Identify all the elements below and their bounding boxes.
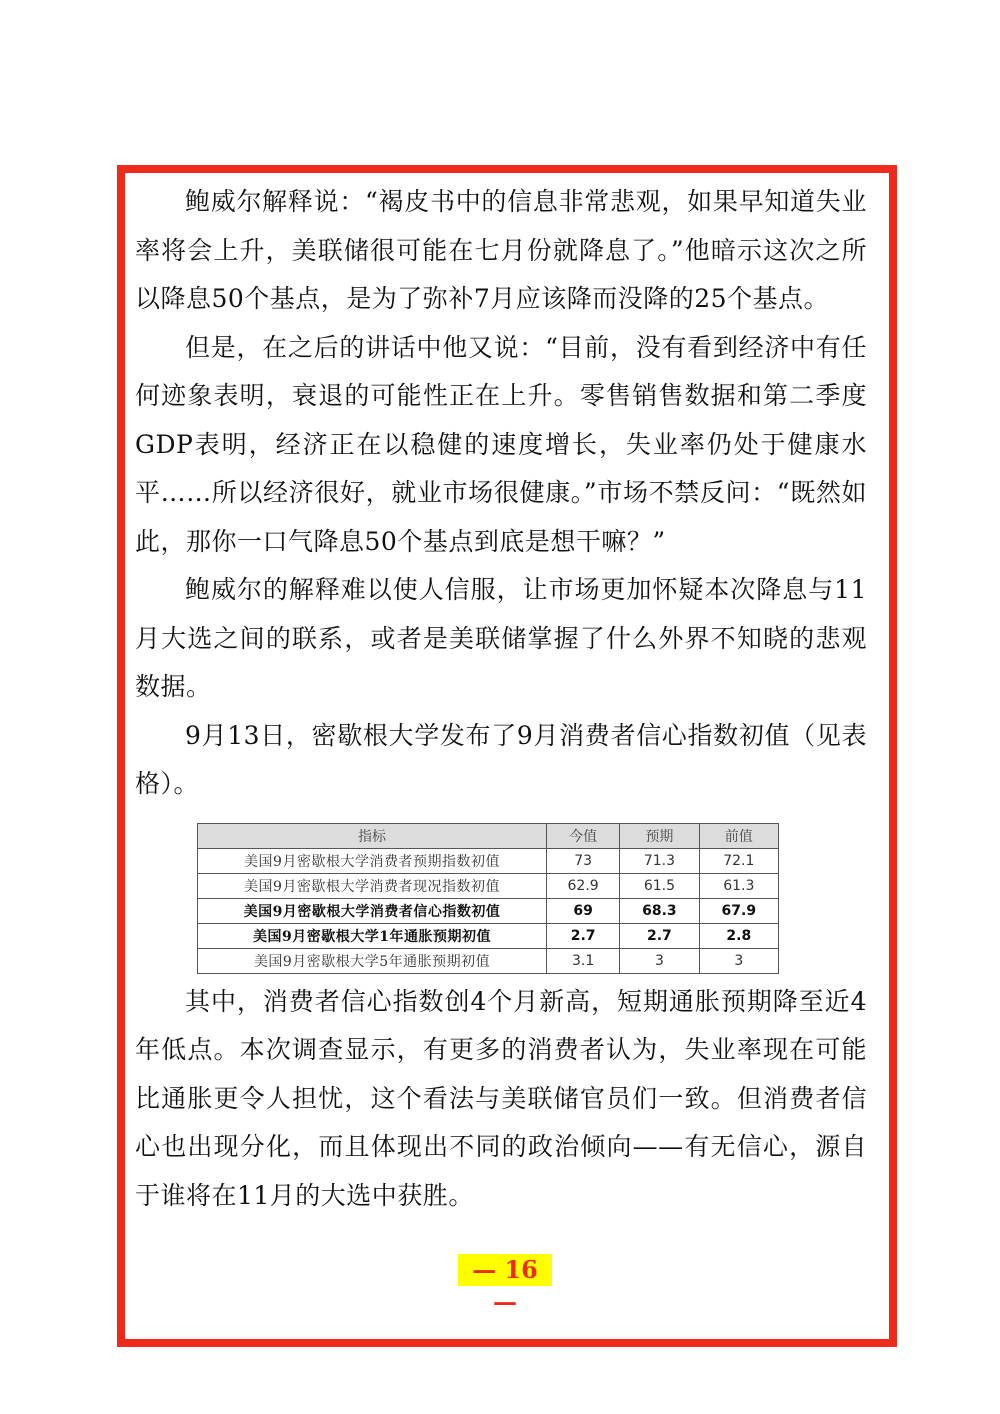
paragraph-closing: 其中，消费者信心指数创4个月新高，短期通胀预期降至近4年低点。本次调查显示，有更多的消费者认为，失业率现在可能比通胀更令人担忧，这个看法与美联储官员们一致。但消费者信心也出现分化，而且体现出不同的政治倾向——有无信心，源自于谁将在11月的大选中获胜。 [135,986,867,1210]
table-row [198,948,779,973]
cell-current: 2.7 [547,923,620,948]
cell-indicator-name: 美国9月密歇根大学1年通胀预期初值 [198,923,547,948]
consumer-confidence-table [197,823,779,974]
table-row [198,898,779,923]
header-expected: 预期 [620,823,699,848]
cell-expected: 71.3 [620,848,699,873]
cell-current: 69 [547,898,620,923]
document-body [135,178,867,1220]
table-header-row [198,823,779,848]
cell-expected: 61.5 [620,873,699,898]
table-row [198,923,779,948]
header-current: 今值 [547,823,620,848]
cell-previous: 67.9 [699,898,778,923]
cell-previous: 3 [699,948,778,973]
paragraph-later-speech: 但是，在之后的讲话中他又说：“目前，没有看到经济中有任何迹象表明，衰退的可能性正在上升。零售销售数据和第二季度GDP表明，经济正在以稳健的速度增长，失业率仍处于健康水平……所以经济很好，就业市场很健康。”市场不禁反问：“既然如此，那你一口气降息50个基点到底是想干嘛？” [135,332,867,556]
header-indicator: 指标 [198,823,547,848]
header-previous: 前值 [699,823,778,848]
consumer-confidence-table-wrapper [197,823,779,974]
cell-current: 73 [547,848,620,873]
paragraph-powell-explanation: 鲍威尔解释说：“褐皮书中的信息非常悲观，如果早知道失业率将会上升，美联储很可能在七月份就降息了。”他暗示这次之所以降息50个基点，是为了弥补7月应该降而没降的25个基点。 [135,187,867,313]
cell-indicator-name: 美国9月密歇根大学消费者信心指数初值 [198,898,547,923]
cell-expected: 68.3 [620,898,699,923]
paragraph-michigan-release: 9月13日，密歇根大学发布了9月消费者信心指数初值（见表格）。 [135,720,867,798]
cell-indicator-name: 美国9月密歇根大学5年通胀预期初值 [198,948,547,973]
cell-previous: 2.8 [699,923,778,948]
cell-current: 62.9 [547,873,620,898]
table-row [198,848,779,873]
page-number: — 16 — [458,1254,552,1286]
table-body [198,848,779,973]
cell-expected: 2.7 [620,923,699,948]
table-row [198,873,779,898]
cell-current: 3.1 [547,948,620,973]
cell-indicator-name: 美国9月密歇根大学消费者现况指数初值 [198,873,547,898]
cell-previous: 61.3 [699,873,778,898]
paragraph-market-doubt: 鲍威尔的解释难以使人信服，让市场更加怀疑本次降息与11月大选之间的联系，或者是美联储掌握了什么外界不知晓的悲观数据。 [135,575,867,701]
cell-expected: 3 [620,948,699,973]
cell-indicator-name: 美国9月密歇根大学消费者预期指数初值 [198,848,547,873]
cell-previous: 72.1 [699,848,778,873]
